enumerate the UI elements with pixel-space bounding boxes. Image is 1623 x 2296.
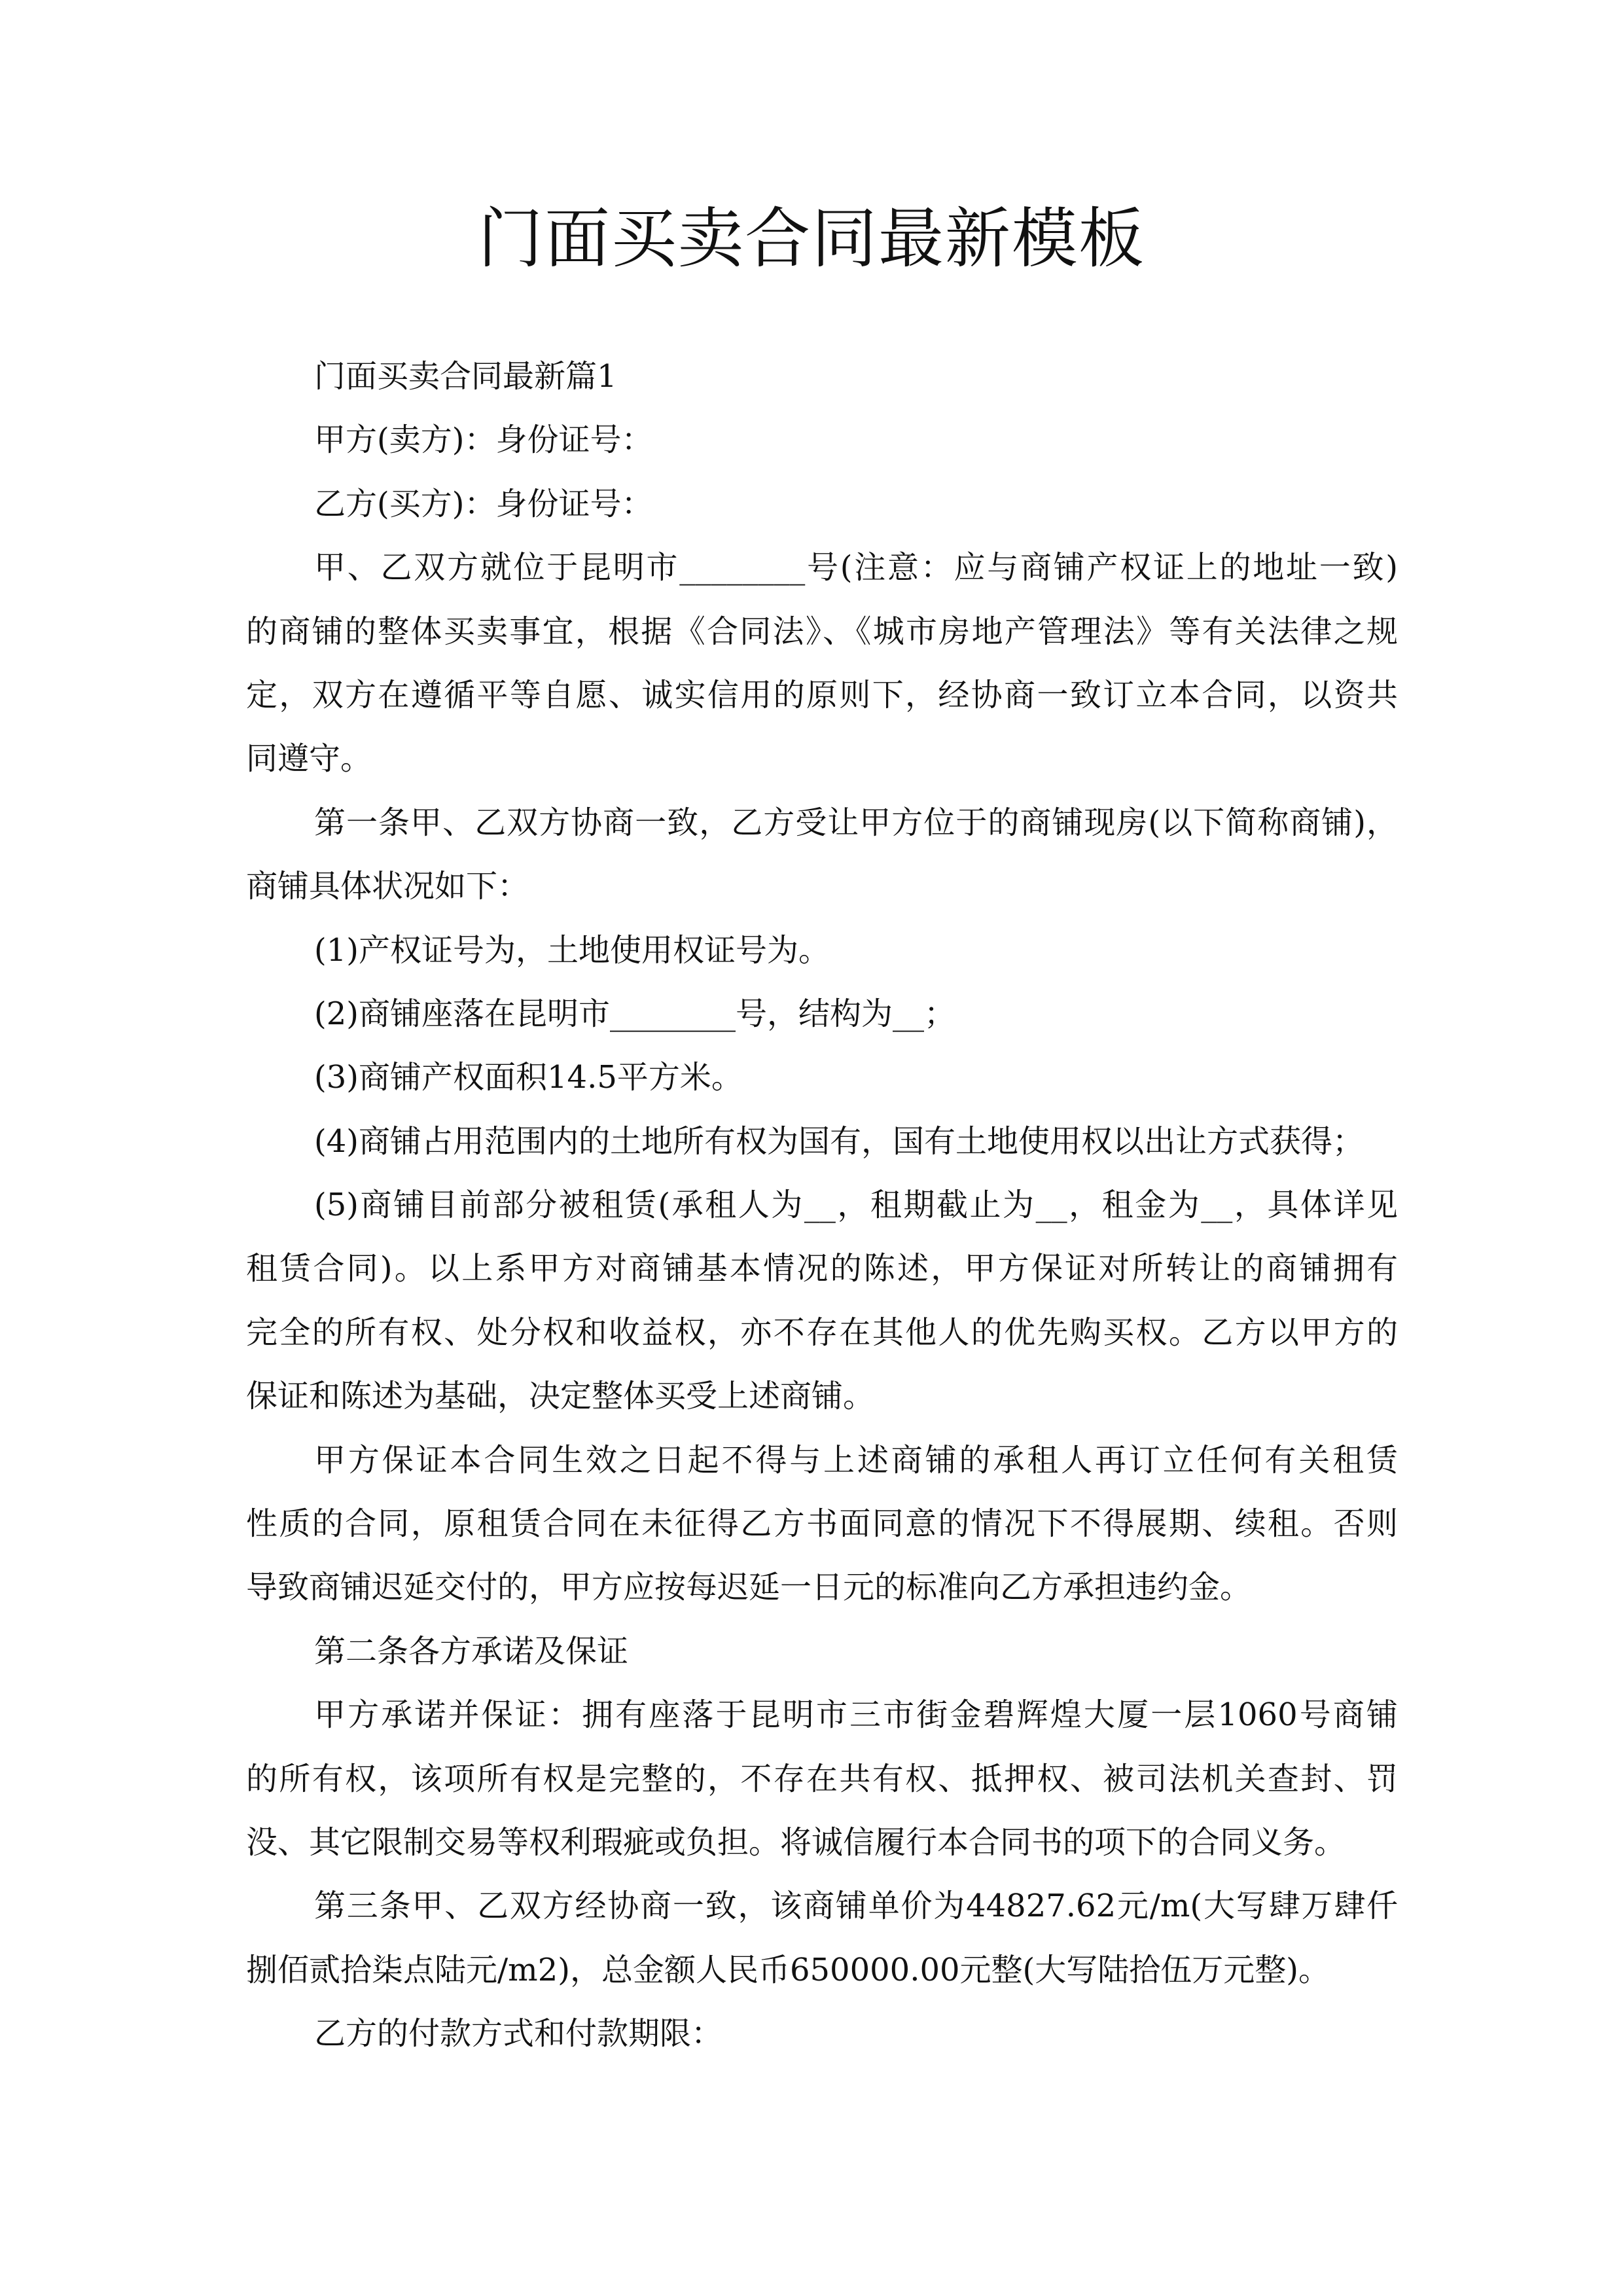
document-title: 门面买卖合同最新模板 [478,200,1145,277]
paragraph-line: 导致商铺迟延交付的，甲方应按每迟延一日元的标准向乙方承担违约金。 [246,1569,1252,1606]
paragraph-line: 甲方承诺并保证：拥有座落于昆明市三市街金碧辉煌大厦一层1060号商铺 [314,1696,1398,1734]
paragraph-line: 乙方的付款方式和付款期限： [314,2015,723,2053]
paragraph-line: 完全的所有权、处分权和收益权，亦不存在其他人的优先购买权。乙方以甲方的 [246,1314,1398,1351]
paragraph-line: (2)商铺座落在昆明市________号，结构为__； [314,995,955,1032]
paragraph-line: 没、其它限制交易等权利瑕疵或负担。将诚信履行本合同书的项下的合同义务。 [246,1823,1346,1861]
paragraph-line: 的商铺的整体买卖事宜，根据《合同法》、《城市房地产管理法》等有关法律之规 [246,613,1398,650]
paragraph-line: 甲方保证本合同生效之日起不得与上述商铺的承租人再订立任何有关租赁 [314,1441,1398,1479]
paragraph-line: 甲方(卖方)：身份证号： [314,422,653,459]
paragraph-line: 甲、乙双方就位于昆明市________号(注意：应与商铺产权证上的地址一致) [314,549,1398,586]
paragraph-line: 第三条甲、乙双方经协商一致，该商铺单价为44827.62元/m(大写肆万肆仟 [314,1888,1398,1925]
paragraph-line: 保证和陈述为基础，决定整体买受上述商铺。 [246,1378,875,1415]
paragraph-line: 商铺具体状况如下： [246,868,529,905]
paragraph-line: (5)商铺目前部分被租赁(承租人为__，租期截止为__，租金为__，具体详见 [314,1187,1398,1224]
paragraph-line: 同遵守。 [246,740,372,778]
paragraph-line: 定，双方在遵循平等自愿、诚实信用的原则下，经协商一致订立本合同，以资共 [246,676,1398,713]
document-body [246,345,1398,2066]
paragraph-line: 第一条甲、乙双方协商一致，乙方受让甲方位于的商铺现房(以下简称商铺)， [314,804,1398,841]
paragraph-line: 捌佰贰拾柒点陆元/m2)，总金额人民币650000.00元整(大写陆拾伍万元整)。 [246,1951,1330,1988]
paragraph-line: (4)商铺占用范围内的土地所有权为国有，国有土地使用权以出让方式获得； [314,1122,1364,1160]
paragraph-line: 的所有权，该项所有权是完整的，不存在共有权、抵押权、被司法机关查封、罚 [246,1760,1398,1797]
paragraph-line: 租赁合同)。以上系甲方对商铺基本情况的陈述，甲方保证对所转让的商铺拥有 [246,1250,1398,1287]
paragraph-line: 第二条各方承诺及保证 [314,1632,629,1670]
paragraph-line: (3)商铺产权面积14.5平方米。 [314,1059,743,1096]
paragraph-line: (1)产权证号为，土地使用权证号为。 [314,931,830,969]
paragraph-line: 门面买卖合同最新篇1 [314,358,617,395]
paragraph-line: 性质的合同，原租赁合同在未征得乙方书面同意的情况下不得展期、续租。否则 [246,1505,1398,1543]
paragraph-line: 乙方(买方)：身份证号： [314,485,653,522]
